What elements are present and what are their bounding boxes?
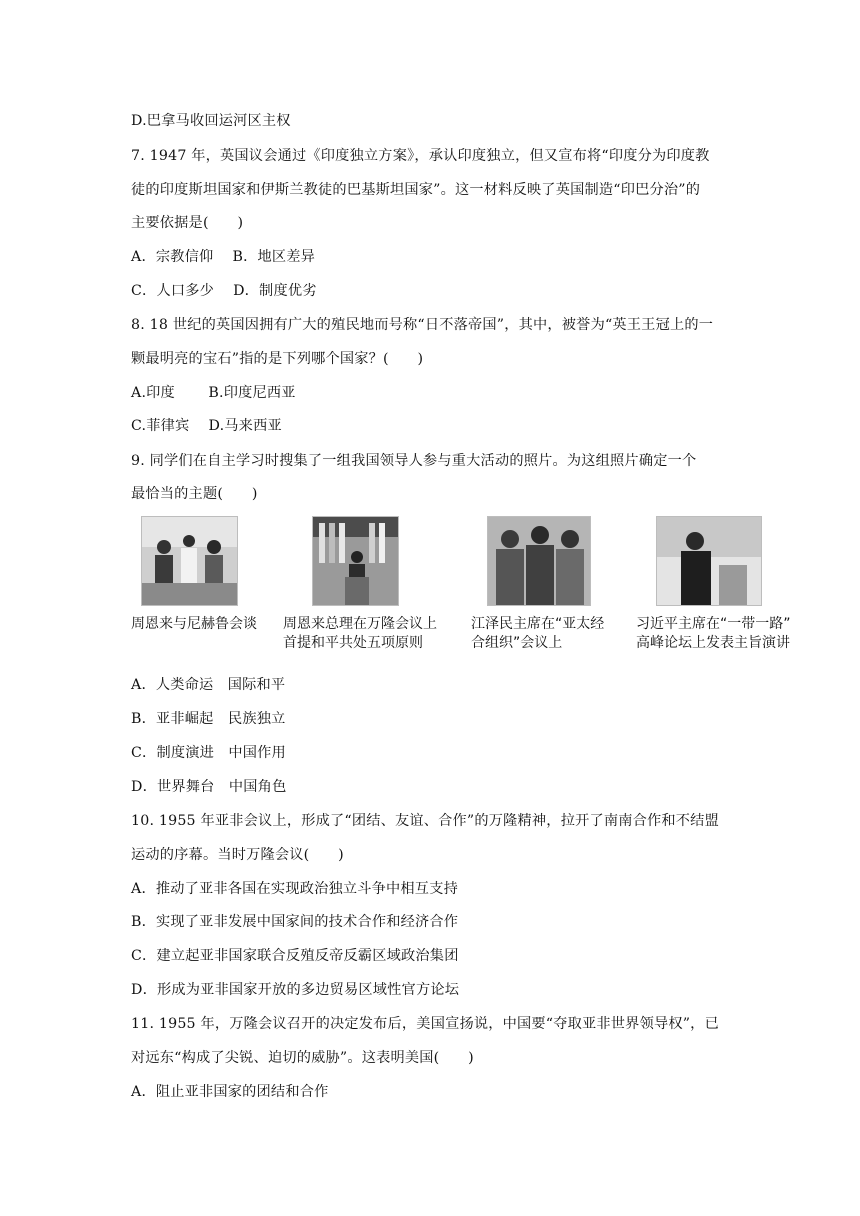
question-8-options-cd: C.菲律宾 D.马来西亚: [131, 418, 282, 434]
question-10-line1: 10. 1955 年亚非会议上，形成了“团结、友谊、合作”的万隆精神，拉开了南南合作和不结盟: [131, 813, 719, 829]
question-7-line3: 主要依据是( ): [131, 215, 244, 231]
question-9-option-a: A．人类命运 国际和平: [131, 677, 286, 693]
question-7-options-ab: A．宗教信仰 B．地区差异: [131, 249, 316, 265]
question-10-option-a: A．推动了亚非各国在实现政治独立斗争中相互支持: [131, 881, 458, 897]
question-7-line2: 徒的印度斯坦国家和伊斯兰教徒的巴基斯坦国家”。这一材料反映了英国制造“印巴分治”的: [131, 182, 701, 198]
question-10-line2: 运动的序幕。当时万隆会议( ): [131, 847, 344, 863]
question-9-option-b: B．亚非崛起 民族独立: [131, 711, 286, 727]
question-8-options-ab: A.印度 B.印度尼西亚: [131, 385, 296, 401]
photo-caption-4: [636, 615, 791, 653]
caption-line: 习近平主席在“一带一路”: [636, 616, 791, 632]
question-8-line1: 8. 18 世纪的英国因拥有广大的殖民地而号称“日不落帝国”，其中，被誉为“英王王冠上的一: [131, 317, 714, 333]
question-9-option-d: D．世界舞台 中国角色: [131, 779, 287, 795]
question-8-line2: 颗最明亮的宝石”指的是下列哪个国家？( ): [131, 351, 424, 367]
photo-caption-3: [471, 615, 604, 653]
photo-caption-2: [283, 615, 437, 653]
question-7-line1: 7. 1947 年，英国议会通过《印度独立方案》，承认印度独立，但又宣布将“印度分为印度教: [131, 148, 710, 164]
caption-line: 首提和平共处五项原则: [283, 635, 423, 651]
photo-forum-icon: [656, 516, 762, 606]
caption-line: 合组织”会议上: [471, 635, 563, 651]
photo-speech-icon: [312, 516, 399, 606]
caption-line: 周恩来总理在万隆会议上: [283, 616, 437, 632]
question-11-line1: 11. 1955 年，万隆会议召开的决定发布后，美国宣扬说，中国要“夺取亚非世界领导权”，已: [131, 1016, 719, 1032]
option-d-q6: D.巴拿马收回运河区主权: [131, 113, 291, 129]
question-10-option-d: D．形成为亚非国家开放的多边贸易区域性官方论坛: [131, 982, 460, 998]
question-11-line2: 对远东“构成了尖锐、迫切的威胁”。这表明美国( ): [131, 1050, 474, 1066]
question-9-line1: 9. 同学们在自主学习时搜集了一组我国领导人参与重大活动的照片。为这组照片确定一个: [131, 453, 697, 469]
question-10-option-b: B．实现了亚非发展中国家间的技术合作和经济合作: [131, 914, 459, 930]
photo-caption-1: [131, 615, 257, 634]
caption-line: 周恩来与尼赫鲁会谈: [131, 616, 257, 632]
question-9-line2: 最恰当的主题( ): [131, 486, 258, 502]
question-11-option-a: A．阻止亚非国家的团结和合作: [131, 1084, 329, 1100]
caption-line: 江泽民主席在“亚太经: [471, 616, 605, 632]
caption-line: 高峰论坛上发表主旨演讲: [636, 635, 790, 651]
question-7-options-cd: C．人口多少 D．制度优劣: [131, 283, 317, 299]
photo-meeting-icon: [141, 516, 238, 606]
question-9-option-c: C．制度演进 中国作用: [131, 745, 286, 761]
question-10-option-c: C．建立起亚非国家联合反殖反帝反霸区域政治集团: [131, 948, 459, 964]
photo-apec-icon: [487, 516, 591, 606]
